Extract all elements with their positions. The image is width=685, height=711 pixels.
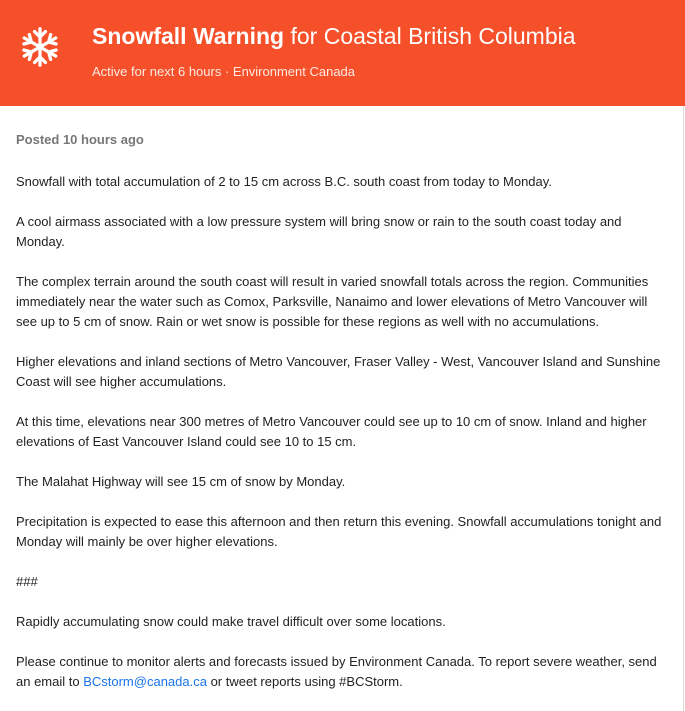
alert-title-strong: Snowfall Warning [92,23,285,49]
paragraph: Higher elevations and inland sections of Metro Vancouver, Fraser Valley - West, Vancouver Island and Sunshine Coast will see higher accumulations. [16,354,661,389]
contact-paragraph [16,652,667,692]
alert-title-rest: for Coastal British Columbia [290,23,576,49]
alert-subtitle: Active for next 6 hours · Environment Canada [92,64,356,79]
alert-body [16,172,667,692]
email-link[interactable]: BCstorm@canada.ca [83,674,207,689]
alert-title [92,22,576,50]
posted-time: Posted 10 hours ago [16,132,144,147]
contact-text-after: or tweet reports using #BCStorm. [206,674,403,689]
paragraph: The Malahat Highway will see 15 cm of snow by Monday. [16,474,346,489]
paragraph: A cool airmass associated with a low pressure system will bring snow or rain to the south coast today and Monday. [16,214,622,249]
alert-header [0,0,685,106]
paragraph: The complex terrain around the south coast will result in varied snowfall totals across the region. Communities immediately near the water such as Comox, Parksville, Nanaimo and lower elevations of Metro Vancouver will see up to 5 cm of snow. Rain or wet snow is possible for these regions as well with no accumulations. [16,274,649,329]
paragraph: Snowfall with total accumulation of 2 to 15 cm across B.C. south coast from today to Monday. [16,174,552,189]
paragraph: Rapidly accumulating snow could make travel difficult over some locations. [16,614,446,629]
section-separator: ### [16,574,38,589]
snowflake-icon [20,25,60,69]
contact-text-before: Please continue to monitor alerts and forecasts issued by Environment Canada. To report severe weather, send an email to [16,654,657,689]
alert-details [0,106,684,711]
paragraph: At this time, elevations near 300 metres of Metro Vancouver could see up to 10 cm of snow. Inland and higher elevations of East Vancouver Island could see 10 to 15 cm. [16,414,647,449]
paragraph: Precipitation is expected to ease this afternoon and then return this evening. Snowfall accumulations tonight and Monday will mainly be over higher elevations. [16,514,662,549]
